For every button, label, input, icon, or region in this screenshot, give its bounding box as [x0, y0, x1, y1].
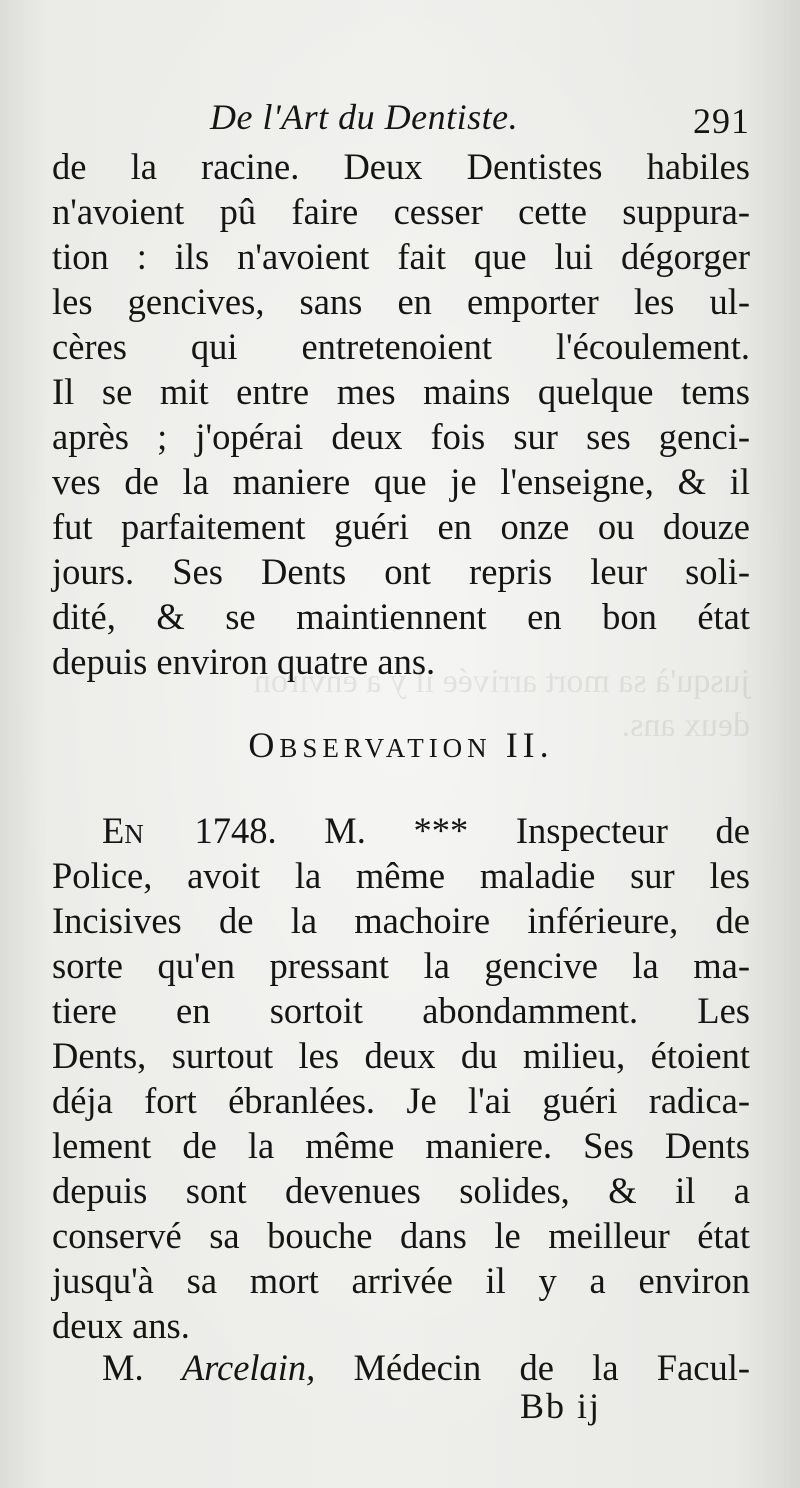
text-line: sorte qu'en pressant la gencive la ma-	[52, 945, 750, 986]
signature-text	[52, 1345, 750, 1390]
paragraph-two	[52, 808, 750, 1348]
signature-line	[52, 1345, 750, 1390]
text-line: dité, & se maintiennent en bon état	[52, 596, 750, 637]
text-line: les gencives, sans en emporter les ul-	[52, 281, 750, 322]
text-line: Dents, surtout les deux du milieu, étoient	[52, 1035, 750, 1076]
text-line: Police, avoit la même maladie sur les	[52, 855, 750, 896]
text-line: n'avoient pû faire cesser cette suppura-	[52, 191, 750, 232]
text-line: depuis sont devenues solides, & il a	[52, 1170, 750, 1211]
text-line: tion : ils n'avoient fait que lui dégorger	[52, 236, 750, 277]
text-line: jours. Ses Dents ont repris leur soli-	[52, 551, 750, 592]
show-through-line: jusqu'à sa mort arrivée il y a environ	[253, 663, 750, 700]
observation-heading	[52, 724, 750, 766]
text-line: après ; j'opérai deux fois sur ses genci-	[52, 416, 750, 457]
text-line: tiere en sortoit abondamment. Les	[52, 990, 750, 1031]
text-line: deux ans.	[52, 1305, 190, 1346]
heading-numeral: II.	[505, 725, 554, 765]
text-line: depuis environ quatre ans.	[52, 641, 436, 682]
text-line: Il se mit entre mes mains quelque tems	[52, 371, 750, 412]
signature-rest: Médecin de la Facul-	[353, 1347, 751, 1388]
text-line: lement de la même maniere. Ses Dents	[52, 1125, 750, 1166]
heading-initial: O	[248, 725, 280, 765]
page-number: 291	[693, 101, 750, 141]
text-line: déja fort ébranlées. Je l'ai guéri radica-	[52, 1080, 750, 1121]
text-line: conservé sa bouche dans le meilleur état	[52, 1215, 750, 1256]
text-line: cères qui entretenoient l'écoulement.	[52, 326, 750, 367]
text-line: ves de la maniere que je l'enseigne, & il	[52, 461, 750, 502]
signature-prefix: M.	[102, 1347, 144, 1388]
text-line: de la racine. Deux Dentistes habiles	[52, 146, 750, 187]
first-line-rest: 1748. M. *** Inspecteur de	[194, 810, 750, 851]
text-line-first	[52, 808, 750, 853]
signature-name: Arcelain,	[181, 1347, 316, 1388]
paragraph-initial: E	[102, 810, 125, 851]
text-line: fut parfaitement guéri en onze ou douze	[52, 506, 750, 547]
running-title: De l'Art du Dentiste.	[210, 97, 519, 137]
heading-smallcaps: BSERVATION	[279, 733, 492, 763]
signature-mark: Bb ij	[520, 1386, 602, 1426]
text-line: Incisives de la machoire inférieure, de	[52, 900, 750, 941]
text-line: jusqu'à sa mort arrivée il y a environ	[52, 1260, 750, 1301]
paragraph-initial-rest: N	[124, 819, 147, 849]
paragraph-one	[52, 144, 750, 684]
page-header	[60, 96, 750, 146]
show-through-line: deux ans.	[621, 707, 750, 744]
